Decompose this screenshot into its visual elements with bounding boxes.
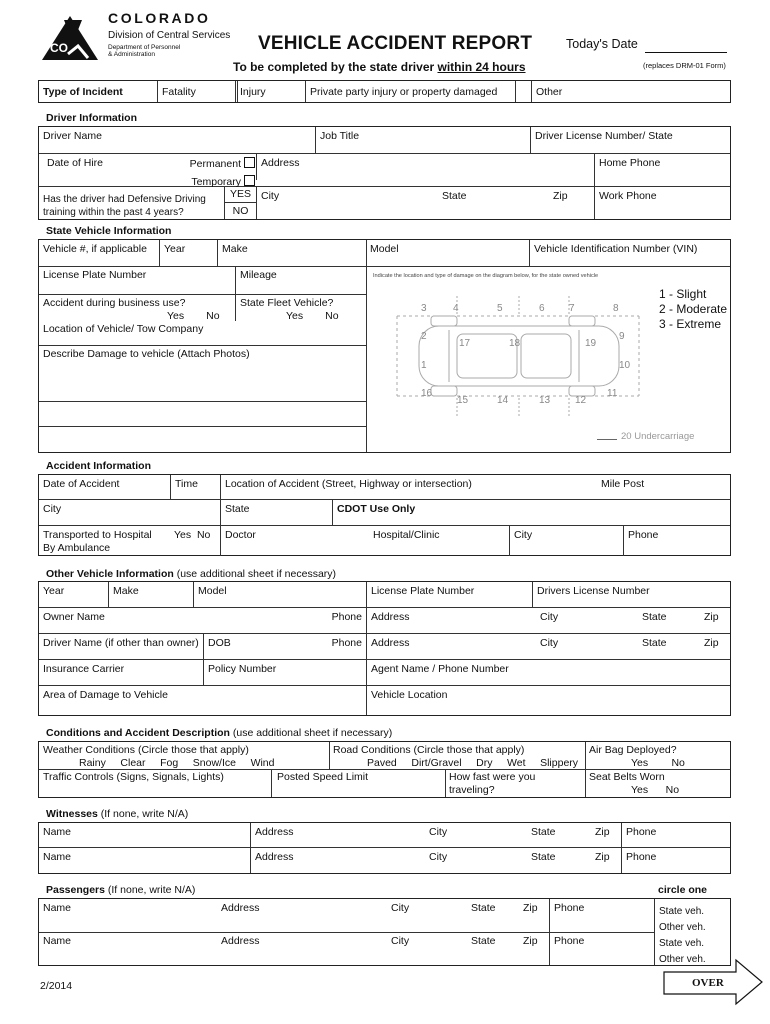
plate-field[interactable] <box>39 266 235 294</box>
witness-address-label: Address <box>255 851 294 863</box>
state-name: COLORADO <box>108 10 211 26</box>
diagram-zone-8[interactable]: 8 <box>613 303 619 314</box>
vehicle-model-field[interactable] <box>366 240 529 266</box>
witness-phone-label: Phone <box>626 851 657 863</box>
hospital-city-field[interactable] <box>509 526 623 556</box>
form-date: 2/2014 <box>40 980 73 992</box>
vehicle-make-label: Make <box>222 243 248 255</box>
diagram-zone-10[interactable]: 10 <box>619 360 631 371</box>
diagram-zone-14[interactable]: 14 <box>497 395 509 406</box>
accident-city-label: City <box>43 503 62 515</box>
business-use-no[interactable]: No <box>206 310 220 323</box>
accident-date-field[interactable] <box>39 475 169 499</box>
job-title-label: Job Title <box>320 130 360 142</box>
state-label: State <box>442 190 467 202</box>
witness-phone-label: Phone <box>626 826 657 838</box>
owner-zip-field[interactable] <box>700 608 730 633</box>
dob-field[interactable] <box>203 634 279 659</box>
incident-type-row <box>38 80 731 103</box>
hospital-city-label: City <box>514 529 533 541</box>
other-driver-phone-label: Phone <box>331 637 362 649</box>
defensive-yes[interactable]: YES <box>225 187 256 203</box>
witness-address-label: Address <box>255 826 294 838</box>
diagram-zone-17[interactable]: 17 <box>459 338 471 349</box>
passenger-2-state-vehicle[interactable]: State veh. <box>659 938 705 949</box>
passengers-grid <box>38 898 731 966</box>
incident-fatality: Fatality <box>157 81 237 102</box>
diagram-zone-12[interactable]: 12 <box>575 395 587 406</box>
incident-other: Other <box>531 81 731 102</box>
incident-private-party: Private party injury or property damaged <box>305 81 515 102</box>
over-label: OVER <box>692 977 724 989</box>
other-vehicle-location-label: Vehicle Location <box>371 689 448 701</box>
speed-limit-label: Posted Speed Limit <box>277 771 369 783</box>
insurance-carrier-field[interactable] <box>39 660 203 685</box>
passenger-2-phone[interactable] <box>549 932 654 965</box>
replaces-note: (replaces DRM-01 Form) <box>643 61 726 70</box>
job-title-field[interactable] <box>315 127 530 153</box>
insurance-carrier-label: Insurance Carrier <box>43 663 125 675</box>
zip-label: Zip <box>553 190 568 202</box>
passenger-row <box>39 899 654 933</box>
passenger-zip-label: Zip <box>523 935 538 947</box>
vehicle-number-label: Vehicle #, if applicable <box>43 243 147 255</box>
vin-field[interactable] <box>529 240 730 266</box>
other-plate-label: License Plate Number <box>371 585 475 597</box>
passenger-state-label: State <box>471 902 496 914</box>
state-field[interactable] <box>436 187 536 219</box>
city-field[interactable] <box>256 187 436 219</box>
other-driver-city-label: City <box>540 637 559 649</box>
city-label: City <box>261 190 280 202</box>
other-vehicle-grid <box>38 581 731 716</box>
diagram-zone-2[interactable]: 2 <box>421 331 427 342</box>
other-driver-name-field[interactable] <box>39 634 203 659</box>
witness-1-state[interactable] <box>527 823 587 847</box>
witness-2-address[interactable] <box>250 848 425 873</box>
conditions-note: (use additional sheet if necessary) <box>229 727 393 739</box>
damage-area-label: Area of Damage to Vehicle <box>43 689 168 701</box>
transported-yes-no[interactable]: Yes No <box>174 529 211 541</box>
incident-injury: Injury <box>235 81 305 102</box>
mile-post-label: Mile Post <box>601 478 645 490</box>
weather-options[interactable]: Rainy Clear Fog Snow/Ice Wind <box>79 757 275 770</box>
driver-section-title: Driver Information <box>46 112 138 124</box>
form-title: VEHICLE ACCIDENT REPORT <box>258 33 533 54</box>
diagram-zone-11[interactable]: 11 <box>607 388 618 399</box>
passenger-address-label: Address <box>221 902 260 914</box>
hospital-label: Hospital/Clinic <box>373 529 440 541</box>
passenger-row <box>39 932 654 965</box>
speed-limit-field[interactable] <box>271 769 445 797</box>
conditions-title: Conditions and Accident Description <box>46 727 230 739</box>
diagram-zone-4[interactable]: 4 <box>453 303 459 314</box>
diagram-zone-18[interactable]: 18 <box>509 338 521 349</box>
accident-time-field[interactable] <box>170 475 220 499</box>
damage-description-label: Describe Damage to vehicle (Attach Photos) <box>43 348 250 360</box>
other-vehicle-note: (use additional sheet if necessary) <box>173 568 337 580</box>
home-phone-field[interactable] <box>594 154 730 186</box>
owner-phone-field[interactable] <box>279 608 366 633</box>
cdot-use-only: CDOT Use Only <box>332 500 730 525</box>
diagram-zone-7[interactable]: 7 <box>569 303 575 314</box>
owner-state-label: State <box>642 611 667 623</box>
passenger-1-zip[interactable] <box>519 899 549 932</box>
other-dl-field[interactable] <box>532 582 730 607</box>
temporary-checkbox[interactable] <box>244 175 255 186</box>
damage-description-field[interactable] <box>39 345 366 402</box>
todays-date-field[interactable] <box>645 50 727 53</box>
passenger-1-address[interactable] <box>217 899 387 932</box>
witness-1-zip[interactable] <box>591 823 621 847</box>
diagram-zone-15[interactable]: 15 <box>457 395 469 406</box>
accident-date-label: Date of Accident <box>43 478 120 490</box>
policy-number-label: Policy Number <box>208 663 277 675</box>
vehicle-year-label: Year <box>164 243 186 255</box>
driver-info-grid <box>38 126 731 220</box>
passenger-2-zip[interactable] <box>519 932 549 965</box>
diagram-zone-1[interactable]: 1 <box>421 360 427 371</box>
incident-checkbox-other[interactable] <box>515 81 531 102</box>
witness-2-state[interactable] <box>527 848 587 873</box>
passenger-name-label: Name <box>43 935 72 947</box>
zip-field[interactable] <box>549 187 594 219</box>
fleet-no[interactable]: No <box>325 310 339 323</box>
passenger-phone-label: Phone <box>554 935 585 947</box>
accident-city-field[interactable] <box>39 500 220 525</box>
witnesses-note: (If none, write N/A) <box>97 808 189 820</box>
other-year-label: Year <box>43 585 65 597</box>
road-label: Road Conditions (Circle those that apply) <box>333 744 525 756</box>
seatbelts-label: Seat Belts Worn <box>589 771 665 783</box>
witnesses-grid <box>38 822 731 874</box>
passengers-title: Passengers <box>46 884 105 896</box>
severity-moderate: 2 - Moderate <box>659 302 728 316</box>
passenger-city-label: City <box>391 902 410 914</box>
agent-label: Agent Name / Phone Number <box>371 663 509 675</box>
plate-label: License Plate Number <box>43 269 147 281</box>
airbag-label: Air Bag Deployed? <box>589 744 677 756</box>
accident-state-label: State <box>225 503 250 515</box>
driver-name-label: Driver Name <box>43 130 102 142</box>
witness-state-label: State <box>531 851 556 863</box>
witness-zip-label: Zip <box>595 851 610 863</box>
doctor-field[interactable] <box>220 526 362 556</box>
work-phone-field[interactable] <box>594 187 730 219</box>
agent-field[interactable] <box>366 660 730 685</box>
passenger-2-city[interactable] <box>387 932 467 965</box>
severity-extreme: 3 - Extreme <box>659 317 722 331</box>
doctor-label: Doctor <box>225 529 256 541</box>
travel-speed-label: How fast were you traveling? <box>449 771 536 797</box>
witness-2-city[interactable] <box>425 848 525 873</box>
accident-info-grid <box>38 474 731 556</box>
driver-name-field[interactable] <box>39 127 315 153</box>
other-vehicle-title: Other Vehicle Information <box>46 568 174 580</box>
diagram-zone-9[interactable]: 9 <box>619 331 625 342</box>
other-vehicle-location-field[interactable] <box>366 686 730 715</box>
hospital-phone-field[interactable] <box>623 526 730 556</box>
passenger-phone-label: Phone <box>554 902 585 914</box>
accident-time-label: Time <box>175 478 198 490</box>
accident-location-label: Location of Accident (Street, Highway or intersection) <box>225 478 472 490</box>
passenger-1-name[interactable] <box>39 899 209 932</box>
other-make-field[interactable] <box>108 582 193 607</box>
other-driver-name-label: Driver Name (if other than owner) <box>43 637 199 649</box>
diagram-zone-16[interactable]: 16 <box>421 388 433 399</box>
driver-license-label: Driver License Number/ State <box>535 130 673 142</box>
road-options[interactable]: Paved Dirt/Gravel Dry Wet Slippery <box>367 757 579 770</box>
other-driver-address-label: Address <box>371 637 410 649</box>
logo-badge: DPA <box>76 12 89 18</box>
passenger-state-label: State <box>471 935 496 947</box>
address-label: Address <box>261 157 300 169</box>
passengers-note: (If none, write N/A) <box>104 884 196 896</box>
witness-1-address[interactable] <box>250 823 425 847</box>
date-of-hire-label: Date of Hire <box>47 157 104 169</box>
damage-line-3[interactable] <box>39 426 366 452</box>
witnesses-title: Witnesses <box>46 808 98 820</box>
temporary-label: Temporary <box>191 176 241 189</box>
weather-label: Weather Conditions (Circle those that apply) <box>43 744 249 756</box>
accident-section-title: Accident Information <box>46 460 152 472</box>
witness-city-label: City <box>429 851 448 863</box>
vehicle-location-label: Location of Vehicle/ Tow Company <box>43 323 204 335</box>
witness-row <box>39 823 730 848</box>
other-driver-phone-field[interactable] <box>279 634 366 659</box>
dob-label: DOB <box>208 637 231 649</box>
owner-zip-label: Zip <box>704 611 719 623</box>
address-field[interactable] <box>256 154 594 180</box>
witness-1-phone[interactable] <box>621 823 730 847</box>
traffic-controls-label: Traffic Controls (Signs, Signals, Lights) <box>43 771 224 783</box>
owner-name-field[interactable] <box>39 608 279 633</box>
owner-city-label: City <box>540 611 559 623</box>
policy-number-field[interactable] <box>203 660 366 685</box>
passenger-2-other-vehicle[interactable]: Other veh. <box>659 954 706 965</box>
fleet-vehicle-label: State Fleet Vehicle? <box>240 297 334 309</box>
subtitle-prefix: To be completed by the state driver <box>233 60 438 74</box>
travel-speed-field[interactable] <box>445 769 585 797</box>
other-vehicle-section-title <box>46 568 336 580</box>
home-phone-label: Home Phone <box>599 157 661 169</box>
diagram-zone-6[interactable]: 6 <box>539 303 545 314</box>
hospital-field[interactable] <box>369 526 509 556</box>
circle-one-label: circle one <box>658 884 708 896</box>
accident-location-field[interactable] <box>220 475 593 499</box>
witness-2-name[interactable] <box>39 848 250 873</box>
hospital-phone-label: Phone <box>628 529 659 541</box>
vehicle-location-field[interactable] <box>39 321 366 346</box>
passenger-2-address[interactable] <box>217 932 387 965</box>
traffic-controls-field[interactable] <box>39 769 271 797</box>
defensive-driving-question: Has the driver had Defensive Driving training within the past 4 years? <box>43 194 206 218</box>
passenger-1-state-vehicle[interactable]: State veh. <box>659 906 705 917</box>
diagram-zone-3[interactable]: 3 <box>421 303 427 314</box>
vin-label: Vehicle Identification Number (VIN) <box>534 243 698 255</box>
vehicle-info-grid <box>38 239 731 453</box>
diagram-note: Indicate the location and type of damage on the diagram below, for the state owned vehicle <box>373 273 599 279</box>
driver-license-field[interactable] <box>530 127 730 153</box>
other-driver-city-field[interactable] <box>536 634 626 659</box>
other-year-field[interactable] <box>39 582 108 607</box>
passenger-2-name[interactable] <box>39 932 209 965</box>
business-use-label: Accident during business use? <box>43 297 186 309</box>
passenger-zip-label: Zip <box>523 902 538 914</box>
passenger-name-label: Name <box>43 902 72 914</box>
incident-type-label: Type of Incident <box>43 86 123 98</box>
witness-1-name[interactable] <box>39 823 250 847</box>
transported-label: Transported to Hospital By Ambulance <box>43 529 152 555</box>
todays-date-label: Today's Date <box>566 37 638 51</box>
witnesses-section-title <box>46 808 188 820</box>
vehicle-make-field[interactable] <box>217 240 366 266</box>
other-make-label: Make <box>113 585 139 597</box>
business-use-yes[interactable]: Yes <box>167 310 185 323</box>
owner-state-field[interactable] <box>638 608 688 633</box>
other-driver-zip-field[interactable] <box>700 634 730 659</box>
owner-city-field[interactable] <box>536 608 626 633</box>
owner-name-label: Owner Name <box>43 611 105 623</box>
other-driver-address-field[interactable] <box>366 634 532 659</box>
fleet-yes[interactable]: Yes <box>286 310 304 323</box>
mileage-field[interactable] <box>235 266 366 294</box>
witness-state-label: State <box>531 826 556 838</box>
passenger-1-phone[interactable] <box>549 899 654 932</box>
witness-city-label: City <box>429 826 448 838</box>
owner-phone-label: Phone <box>331 611 362 623</box>
other-model-field[interactable] <box>193 582 366 607</box>
damage-area-field[interactable] <box>39 686 366 715</box>
division-name: Division of Central Services <box>108 30 231 41</box>
other-driver-zip-label: Zip <box>704 637 719 649</box>
passengers-section-title <box>46 884 195 896</box>
witness-2-zip[interactable] <box>591 848 621 873</box>
other-dl-label: Drivers License Number <box>537 585 650 597</box>
mileage-label: Mileage <box>240 269 277 281</box>
vehicle-section-title: State Vehicle Information <box>46 225 172 237</box>
damage-line-2[interactable] <box>39 401 366 427</box>
passenger-1-other-vehicle[interactable]: Other veh. <box>659 922 706 933</box>
logo-letters: CO <box>50 41 68 55</box>
other-model-label: Model <box>198 585 227 597</box>
form-subtitle <box>233 60 526 74</box>
other-plate-field[interactable] <box>366 582 532 607</box>
witness-1-city[interactable] <box>425 823 525 847</box>
severity-legend <box>659 287 727 332</box>
defensive-no[interactable]: NO <box>232 205 249 217</box>
vehicle-year-field[interactable] <box>159 240 217 266</box>
passenger-1-city[interactable] <box>387 899 467 932</box>
subtitle-emphasis: within 24 hours <box>437 60 526 74</box>
conditions-grid <box>38 741 731 798</box>
witness-2-phone[interactable] <box>621 848 730 873</box>
date-of-hire-field[interactable] <box>43 154 153 186</box>
diagram-zone-13[interactable]: 13 <box>539 395 551 406</box>
owner-address-field[interactable] <box>366 608 532 633</box>
conditions-section-title <box>46 727 392 739</box>
severity-slight: 1 - Slight <box>659 287 707 301</box>
witness-zip-label: Zip <box>595 826 610 838</box>
passenger-1-state[interactable] <box>467 899 517 932</box>
diagram-zone-19[interactable]: 19 <box>585 338 597 349</box>
other-driver-state-label: State <box>642 637 667 649</box>
permanent-checkbox[interactable] <box>244 157 255 168</box>
vehicle-number-field[interactable] <box>39 240 159 266</box>
permanent-label: Permanent <box>189 158 241 170</box>
seatbelts-yes-no[interactable]: Yes No <box>631 784 680 797</box>
witness-name-label: Name <box>43 826 72 838</box>
department-name: Department of Personnel & Administration <box>108 44 181 59</box>
passenger-address-label: Address <box>221 935 260 947</box>
witness-row <box>39 848 730 873</box>
other-driver-state-field[interactable] <box>638 634 688 659</box>
owner-address-label: Address <box>371 611 410 623</box>
mile-post-field[interactable] <box>597 475 727 499</box>
work-phone-label: Work Phone <box>599 190 657 202</box>
passenger-city-label: City <box>391 935 410 947</box>
vehicle-model-label: Model <box>370 243 399 255</box>
airbag-yes-no[interactable]: Yes No <box>631 757 685 770</box>
diagram-zone-5[interactable]: 5 <box>497 303 503 314</box>
accident-state-field[interactable] <box>220 500 332 525</box>
passenger-2-state[interactable] <box>467 932 517 965</box>
colorado-logo <box>38 10 102 66</box>
witness-name-label: Name <box>43 851 72 863</box>
undercarriage-label: 20 Undercarriage <box>621 431 695 442</box>
